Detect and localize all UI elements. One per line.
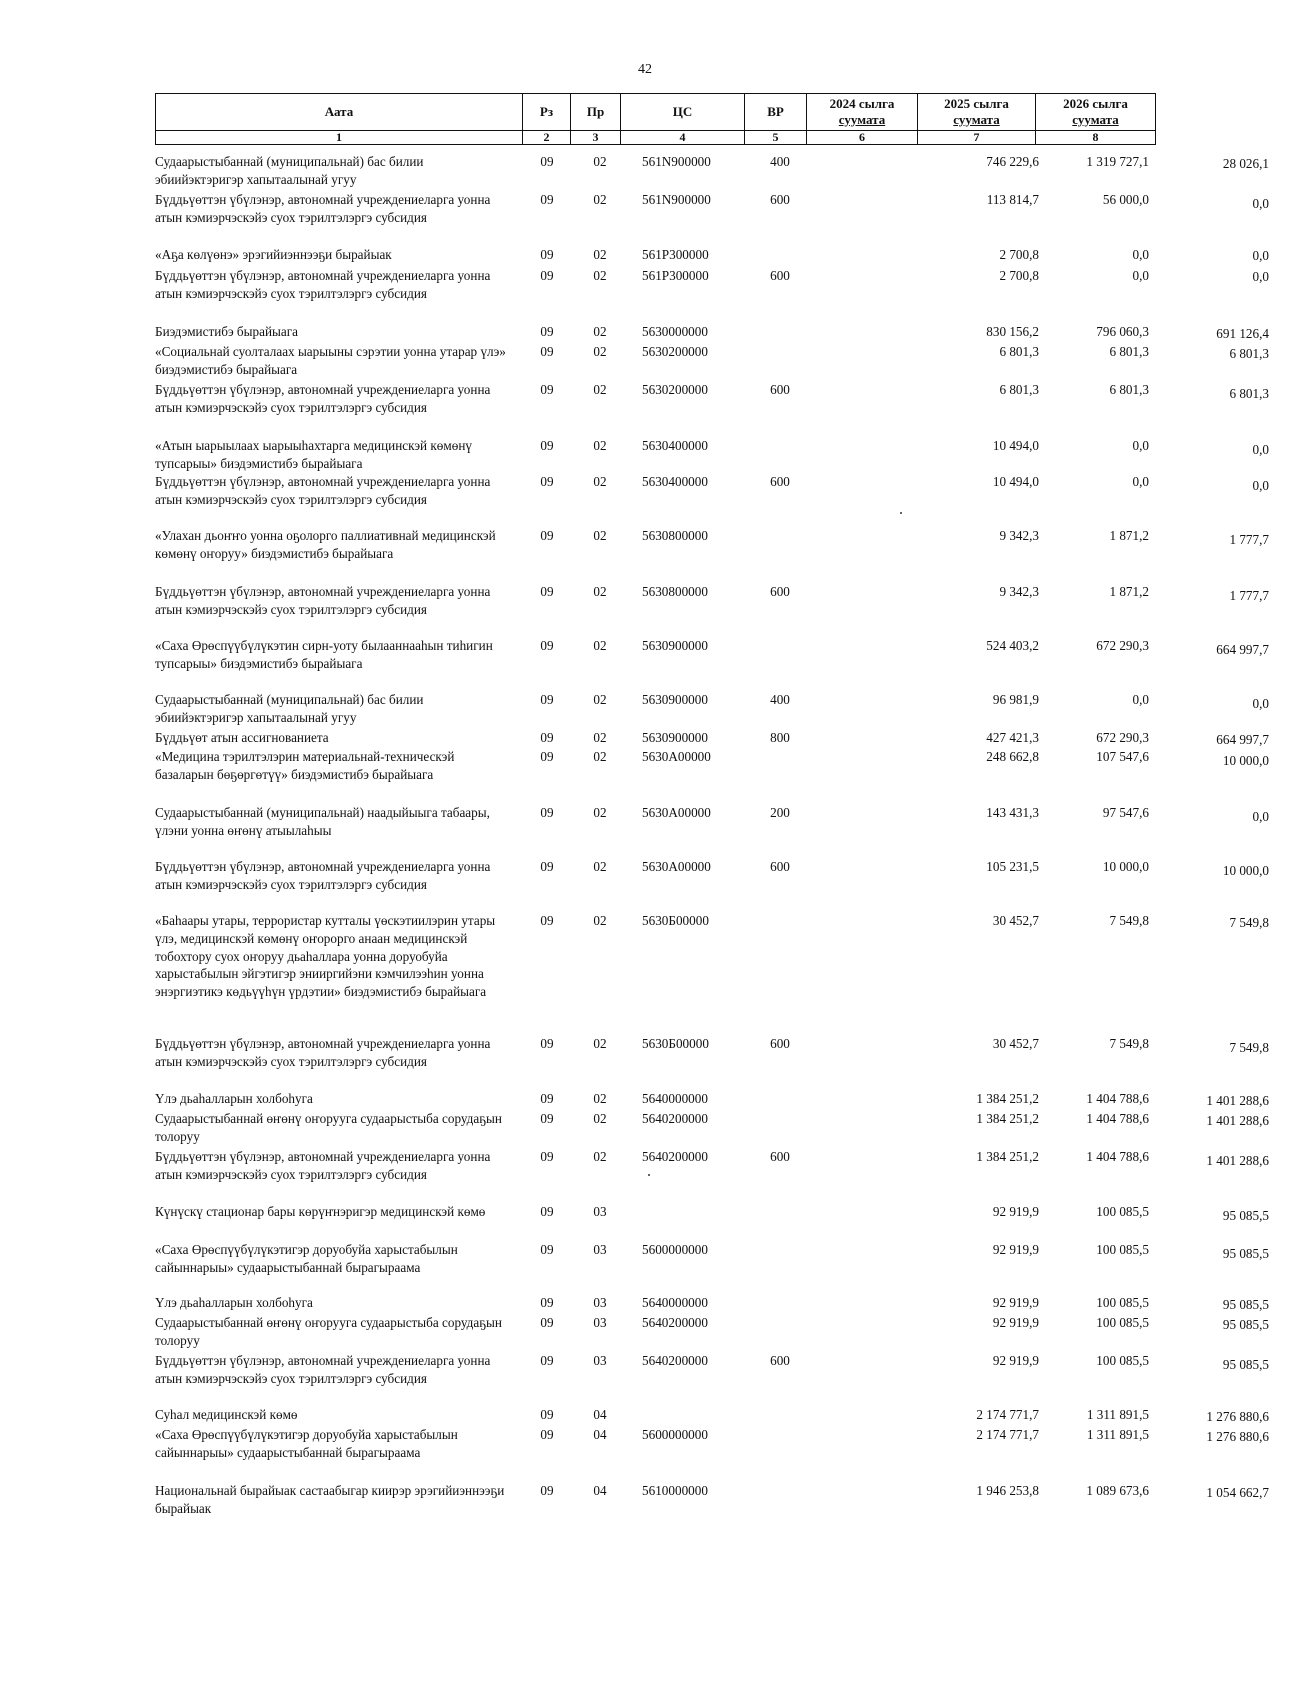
- row-amount-2025: 7 549,8: [1109, 1036, 1149, 1051]
- row-name: Бүддьүөт атын ассигнованиета: [155, 730, 329, 745]
- col-num-3: 3: [571, 131, 621, 145]
- row-amount-2026: 1 054 662,7: [1206, 1485, 1269, 1500]
- row-amount-2025: 1 404 788,6: [1086, 1111, 1149, 1126]
- row-amount-2024: 113 814,7: [986, 192, 1039, 207]
- row-rz: 09: [540, 1407, 554, 1422]
- row-amount-2024: 1 384 251,2: [976, 1111, 1039, 1126]
- row-amount-2024: 92 919,9: [992, 1242, 1039, 1257]
- row-amount-2026: 0,0: [1252, 696, 1269, 711]
- row-cs: 5640000000: [642, 1091, 708, 1106]
- row-cs: 5630А00000: [642, 805, 711, 820]
- row-pr: 02: [593, 344, 607, 359]
- header-2024: [807, 94, 918, 131]
- row-amount-2026: 0,0: [1252, 196, 1269, 211]
- header-2025: [918, 94, 1036, 131]
- header-2024-sum: суумата: [838, 112, 886, 127]
- header-2024-year: 2024 сылга: [829, 96, 895, 111]
- row-cs: 5630200000: [642, 382, 708, 397]
- row-vr: 600: [770, 382, 790, 397]
- row-name: «Медицина тэрилтэлэрин материальнай-техническэй базаларын бөҕөргөтүү» биэдэмистибэ бырайыага: [155, 749, 455, 782]
- row-amount-2026: 10 000,0: [1222, 863, 1269, 878]
- row-amount-2024: 1 384 251,2: [976, 1091, 1039, 1106]
- header-rz: Рз: [523, 94, 571, 131]
- row-name: Судаарыстыбаннай өҥөнү оҥорууга судаарыстыба сорудаҕын толоруу: [155, 1111, 502, 1144]
- row-rz: 09: [540, 474, 554, 489]
- header-name: Аата: [156, 94, 523, 131]
- row-rz: 09: [540, 859, 554, 874]
- row-amount-2026: 0,0: [1252, 269, 1269, 284]
- col-num-4: 4: [621, 131, 745, 145]
- row-amount-2026: 95 085,5: [1222, 1208, 1269, 1223]
- row-amount-2025: 107 547,6: [1096, 749, 1149, 764]
- row-rz: 09: [540, 1036, 554, 1051]
- row-amount-2026: 0,0: [1252, 809, 1269, 824]
- row-amount-2025: 1 404 788,6: [1086, 1091, 1149, 1106]
- row-amount-2026: 6 801,3: [1229, 346, 1269, 361]
- row-cs: 5630000000: [642, 324, 708, 339]
- header-vr: ВР: [745, 94, 807, 131]
- row-pr: 03: [593, 1295, 607, 1310]
- row-amount-2026: 95 085,5: [1222, 1246, 1269, 1261]
- row-cs: 5630Б00000: [642, 913, 709, 928]
- row-amount-2026: 1 276 880,6: [1206, 1429, 1269, 1444]
- row-amount-2024: 92 919,9: [992, 1353, 1039, 1368]
- row-cs: 5630900000: [642, 638, 708, 653]
- row-name: «Социальнай суолталаах ыарыыны сэрэтии уонна утарар үлэ» биэдэмистибэ бырайыага: [155, 344, 506, 377]
- row-rz: 09: [540, 247, 554, 262]
- row-cs: 5630800000: [642, 584, 708, 599]
- row-amount-2025: 100 085,5: [1096, 1353, 1149, 1368]
- row-rz: 09: [540, 1091, 554, 1106]
- row-name: «Улахан дьоҥҥо уонна оҕолорго паллиативнай медицинскэй көмөнү оҥоруу» биэдэмистибэ бырайыага: [155, 528, 496, 561]
- row-amount-2026: 1 401 288,6: [1206, 1113, 1269, 1128]
- col-num-7: 7: [918, 131, 1036, 145]
- header-2025-sum: суумата: [953, 112, 1000, 127]
- row-amount-2025: 1 404 788,6: [1086, 1149, 1149, 1164]
- row-amount-2026: 7 549,8: [1229, 915, 1269, 930]
- row-cs: 5630200000: [642, 344, 708, 359]
- row-amount-2025: 672 290,3: [1096, 638, 1149, 653]
- row-rz: 09: [540, 749, 554, 764]
- row-rz: 09: [540, 1295, 554, 1310]
- row-amount-2024: 9 342,3: [999, 528, 1039, 543]
- row-amount-2025: 100 085,5: [1096, 1242, 1149, 1257]
- row-rz: 09: [540, 528, 554, 543]
- row-pr: 02: [593, 438, 607, 453]
- row-pr: 02: [593, 913, 607, 928]
- row-rz: 09: [540, 913, 554, 928]
- row-cs: 5610000000: [642, 1483, 708, 1498]
- row-name: Бүддьүөттэн үбүлэнэр, автономнай учреждениеларга уонна атын кэмиэрчэскэйэ суох тэрилтэлэргэ субсидия: [155, 1036, 491, 1069]
- row-amount-2024: 248 662,8: [986, 749, 1039, 764]
- row-cs: 5640200000: [642, 1353, 708, 1368]
- row-pr: 02: [593, 382, 607, 397]
- row-name: Судаарыстыбаннай (муниципальнай) бас билии эбиийэктэригэр хапытаалынай угуу: [155, 154, 424, 187]
- row-name: Бүддьүөттэн үбүлэнэр, автономнай учреждениеларга уонна атын кэмиэрчэскэйэ суох тэрилтэлэргэ субсидия: [155, 1149, 491, 1182]
- row-amount-2026: 1 401 288,6: [1206, 1153, 1269, 1168]
- row-amount-2025: 1 871,2: [1109, 528, 1149, 543]
- row-vr: 600: [770, 192, 790, 207]
- row-amount-2024: 92 919,9: [992, 1315, 1039, 1330]
- row-amount-2024: 2 700,8: [999, 268, 1039, 283]
- row-pr: 02: [593, 528, 607, 543]
- row-pr: 02: [593, 474, 607, 489]
- row-amount-2024: 9 342,3: [999, 584, 1039, 599]
- row-amount-2026: 0,0: [1252, 248, 1269, 263]
- row-amount-2024: 96 981,9: [992, 692, 1039, 707]
- row-pr: 02: [593, 749, 607, 764]
- row-amount-2024: 830 156,2: [986, 324, 1039, 339]
- row-amount-2026: 28 026,1: [1222, 156, 1269, 171]
- row-amount-2026: 95 085,5: [1222, 1357, 1269, 1372]
- row-vr: 600: [770, 474, 790, 489]
- row-rz: 09: [540, 324, 554, 339]
- row-cs: 5640200000: [642, 1315, 708, 1330]
- row-cs: 5630400000: [642, 438, 708, 453]
- row-pr: 02: [593, 859, 607, 874]
- row-amount-2024: 2 700,8: [999, 247, 1039, 262]
- row-pr: 03: [593, 1204, 607, 1219]
- row-amount-2025: 672 290,3: [1096, 730, 1149, 745]
- row-rz: 09: [540, 344, 554, 359]
- row-name: Биэдэмистибэ бырайыага: [155, 324, 298, 339]
- row-amount-2025: 0,0: [1132, 474, 1149, 489]
- row-rz: 09: [540, 1315, 554, 1330]
- row-pr: 02: [593, 1036, 607, 1051]
- row-amount-2025: 1 089 673,6: [1086, 1483, 1149, 1498]
- row-pr: 02: [593, 1091, 607, 1106]
- row-amount-2025: 10 000,0: [1102, 859, 1149, 874]
- row-amount-2025: 100 085,5: [1096, 1295, 1149, 1310]
- row-cs: 5630900000: [642, 730, 708, 745]
- row-vr: 600: [770, 1353, 790, 1368]
- header-2026-year: 2026 сылга: [1063, 96, 1128, 111]
- row-cs: 561N900000: [642, 154, 711, 169]
- row-amount-2026: 691 126,4: [1216, 326, 1269, 341]
- row-amount-2026: 1 401 288,6: [1206, 1093, 1269, 1108]
- row-cs: 561Р300000: [642, 268, 709, 283]
- row-amount-2026: 95 085,5: [1222, 1317, 1269, 1332]
- scan-speck: [648, 1174, 650, 1176]
- row-name: Бүддьүөттэн үбүлэнэр, автономнай учреждениеларга уонна атын кэмиэрчэскэйэ суох тэрилтэлэргэ субсидия: [155, 859, 491, 892]
- row-rz: 09: [540, 1427, 554, 1442]
- row-name: «Баһаары утары, террористар кутталы үөскэтиилэрин утары үлэ, медицинскэй көмөнү оҥорорго анаан медицинскэй тобохтору суох оҥоруу дьаһаллара уонна доруобуйа харыстабылын эйгэтигэр энииргийэни кэмчилээһин уонна энэргиэтикэ көдьүүһүн үрдэтии» биэдэмистибэ бырайыага: [155, 913, 496, 1000]
- row-amount-2026: 664 997,7: [1216, 732, 1269, 747]
- row-amount-2024: 1 946 253,8: [976, 1483, 1039, 1498]
- row-pr: 02: [593, 638, 607, 653]
- row-cs: 5600000000: [642, 1427, 708, 1442]
- row-name: Үлэ дьаһалларын холбоһуга: [155, 1091, 313, 1106]
- row-amount-2026: 1 777,7: [1229, 588, 1269, 603]
- row-rz: 09: [540, 1483, 554, 1498]
- row-cs: 561N900000: [642, 192, 711, 207]
- row-amount-2024: 30 452,7: [992, 1036, 1039, 1051]
- row-cs: 5640000000: [642, 1295, 708, 1310]
- row-name: «Саха Өрөспүүбүлүкэтигэр доруобуйа харыстабылын сайыннарыы» судаарыстыбаннай бырагыраама: [155, 1242, 458, 1275]
- row-amount-2025: 1 311 891,5: [1086, 1407, 1149, 1422]
- row-pr: 02: [593, 268, 607, 283]
- row-rz: 09: [540, 382, 554, 397]
- row-vr: 600: [770, 859, 790, 874]
- row-pr: 02: [593, 1111, 607, 1126]
- row-amount-2026: 7 549,8: [1229, 1040, 1269, 1055]
- row-vr: 400: [770, 692, 790, 707]
- row-amount-2024: 92 919,9: [992, 1204, 1039, 1219]
- row-pr: 03: [593, 1242, 607, 1257]
- row-name: «Саха Өрөспүүбүлүкэтигэр доруобуйа харыстабылын сайыннарыы» судаарыстыбаннай бырагыраама: [155, 1427, 458, 1460]
- col-num-6: 6: [807, 131, 918, 145]
- row-name: Бүддьүөттэн үбүлэнэр, автономнай учреждениеларга уонна атын кэмиэрчэскэйэ суох тэрилтэлэргэ субсидия: [155, 584, 491, 617]
- header-pr: Пр: [571, 94, 621, 131]
- header-cs: ЦС: [621, 94, 745, 131]
- row-amount-2025: 0,0: [1132, 247, 1149, 262]
- row-amount-2024: 746 229,6: [986, 154, 1039, 169]
- row-cs: 5640200000: [642, 1111, 708, 1126]
- row-amount-2024: 105 231,5: [986, 859, 1039, 874]
- row-cs: 5630400000: [642, 474, 708, 489]
- row-pr: 03: [593, 1315, 607, 1330]
- row-cs: 5630900000: [642, 692, 708, 707]
- row-pr: 04: [593, 1407, 607, 1422]
- row-rz: 09: [540, 192, 554, 207]
- row-pr: 02: [593, 584, 607, 599]
- row-rz: 09: [540, 1242, 554, 1257]
- row-amount-2026: 95 085,5: [1222, 1297, 1269, 1312]
- row-amount-2025: 6 801,3: [1109, 344, 1149, 359]
- row-name: Бүддьүөттэн үбүлэнэр, автономнай учреждениеларга уонна атын кэмиэрчэскэйэ суох тэрилтэлэргэ субсидия: [155, 1353, 491, 1386]
- row-cs: 561Р300000: [642, 247, 709, 262]
- row-vr: 200: [770, 805, 790, 820]
- row-amount-2026: 0,0: [1252, 442, 1269, 457]
- row-amount-2025: 796 060,3: [1096, 324, 1149, 339]
- row-cs: 5630Б00000: [642, 1036, 709, 1051]
- row-name: Бүддьүөттэн үбүлэнэр, автономнай учреждениеларга уонна атын кэмиэрчэскэйэ суох тэрилтэлэргэ субсидия: [155, 382, 491, 415]
- row-vr: 800: [770, 730, 790, 745]
- row-pr: 02: [593, 1149, 607, 1164]
- row-amount-2026: 10 000,0: [1222, 753, 1269, 768]
- row-pr: 04: [593, 1427, 607, 1442]
- col-num-2: 2: [523, 131, 571, 145]
- row-amount-2024: 30 452,7: [992, 913, 1039, 928]
- row-pr: 04: [593, 1483, 607, 1498]
- row-rz: 09: [540, 692, 554, 707]
- row-amount-2025: 0,0: [1132, 268, 1149, 283]
- row-amount-2025: 97 547,6: [1102, 805, 1149, 820]
- row-amount-2024: 427 421,3: [986, 730, 1039, 745]
- row-amount-2025: 1 871,2: [1109, 584, 1149, 599]
- row-pr: 02: [593, 192, 607, 207]
- row-name: Бүддьүөттэн үбүлэнэр, автономнай учреждениеларга уонна атын кэмиэрчэскэйэ суох тэрилтэлэргэ субсидия: [155, 268, 491, 301]
- row-pr: 02: [593, 805, 607, 820]
- row-cs: 5600000000: [642, 1242, 708, 1257]
- row-amount-2026: 1 777,7: [1229, 532, 1269, 547]
- row-name: Бүддьүөттэн үбүлэнэр, автономнай учреждениеларга уонна атын кэмиэрчэскэйэ суох тэрилтэлэргэ субсидия: [155, 474, 491, 507]
- row-amount-2024: 143 431,3: [986, 805, 1039, 820]
- row-rz: 09: [540, 1353, 554, 1368]
- row-cs: 5630А00000: [642, 749, 711, 764]
- header-2026-sum: суумата: [1072, 112, 1119, 127]
- row-amount-2024: 10 494,0: [992, 474, 1039, 489]
- row-amount-2025: 56 000,0: [1102, 192, 1149, 207]
- row-pr: 02: [593, 324, 607, 339]
- row-vr: 400: [770, 154, 790, 169]
- table-header: [155, 93, 1156, 145]
- row-amount-2025: 100 085,5: [1096, 1204, 1149, 1219]
- row-amount-2025: 1 319 727,1: [1086, 154, 1149, 169]
- row-amount-2026: 6 801,3: [1229, 386, 1269, 401]
- row-name: «Атын ыарыылаах ыарыыһахтарга медицинскэй көмөнү тупсарыы» биэдэмистибэ бырайыага: [155, 438, 472, 471]
- row-cs: 5630А00000: [642, 859, 711, 874]
- col-num-1: 1: [156, 131, 523, 145]
- row-cs: 5640200000: [642, 1149, 708, 1164]
- row-name: «Саха Өрөспүүбүлүкэтин сирн-уоту былааннааһын тиһигин тупсарыы» биэдэмистибэ бырайыага: [155, 638, 493, 671]
- row-name: Үлэ дьаһалларын холбоһуга: [155, 1295, 313, 1310]
- row-rz: 09: [540, 1149, 554, 1164]
- row-amount-2024: 6 801,3: [999, 382, 1039, 397]
- row-name: Судаарыстыбаннай (муниципальнай) бас билии эбиийэктэригэр хапытаалынай угуу: [155, 692, 424, 725]
- row-name: Судаарыстыбаннай (муниципальнай) наадыйыыга табаары, үлэни уонна өҥөнү атыылаһыы: [155, 805, 490, 838]
- row-name: Национальнай бырайыак састаабыгар киирэр эрэгийиэннээҕи бырайыак: [155, 1483, 505, 1516]
- row-vr: 600: [770, 1149, 790, 1164]
- row-vr: 600: [770, 584, 790, 599]
- row-rz: 09: [540, 638, 554, 653]
- header-2025-year: 2025 сылга: [944, 96, 1009, 111]
- row-amount-2024: 524 403,2: [986, 638, 1039, 653]
- row-pr: 02: [593, 154, 607, 169]
- row-amount-2024: 1 384 251,2: [976, 1149, 1039, 1164]
- row-amount-2024: 2 174 771,7: [976, 1407, 1039, 1422]
- row-name: Суһал медицинскэй көмө: [155, 1407, 298, 1422]
- row-vr: 600: [770, 1036, 790, 1051]
- row-amount-2024: 2 174 771,7: [976, 1427, 1039, 1442]
- row-amount-2024: 6 801,3: [999, 344, 1039, 359]
- row-pr: 02: [593, 692, 607, 707]
- scan-speck: [900, 512, 902, 514]
- row-rz: 09: [540, 1204, 554, 1219]
- row-name: Күнүскү стационар бары көрүҥнэригэр медицинскэй көмө: [155, 1204, 486, 1219]
- row-amount-2025: 1 311 891,5: [1086, 1427, 1149, 1442]
- row-rz: 09: [540, 154, 554, 169]
- row-amount-2025: 7 549,8: [1109, 913, 1149, 928]
- row-name: Судаарыстыбаннай өҥөнү оҥорууга судаарыстыба сорудаҕын толоруу: [155, 1315, 502, 1348]
- header-2026: [1036, 94, 1156, 131]
- row-rz: 09: [540, 268, 554, 283]
- row-rz: 09: [540, 730, 554, 745]
- row-pr: 03: [593, 1353, 607, 1368]
- row-pr: 02: [593, 730, 607, 745]
- row-rz: 09: [540, 438, 554, 453]
- row-cs: 5630800000: [642, 528, 708, 543]
- row-amount-2025: 6 801,3: [1109, 382, 1149, 397]
- row-rz: 09: [540, 584, 554, 599]
- row-vr: 600: [770, 268, 790, 283]
- row-rz: 09: [540, 1111, 554, 1126]
- col-num-8: 8: [1036, 131, 1156, 145]
- row-amount-2025: 100 085,5: [1096, 1315, 1149, 1330]
- row-amount-2024: 10 494,0: [992, 438, 1039, 453]
- row-amount-2026: 1 276 880,6: [1206, 1409, 1269, 1424]
- row-amount-2026: 664 997,7: [1216, 642, 1269, 657]
- row-pr: 02: [593, 247, 607, 262]
- page-number: 42: [638, 62, 652, 77]
- row-amount-2026: 0,0: [1252, 478, 1269, 493]
- col-num-5: 5: [745, 131, 807, 145]
- row-amount-2025: 0,0: [1132, 438, 1149, 453]
- row-name: «Аҕа көлүөнэ» эрэгийиэннээҕи бырайыак: [155, 247, 392, 262]
- row-name: Бүддьүөттэн үбүлэнэр, автономнай учреждениеларга уонна атын кэмиэрчэскэйэ суох тэрилтэлэргэ субсидия: [155, 192, 491, 225]
- row-rz: 09: [540, 805, 554, 820]
- row-amount-2025: 0,0: [1132, 692, 1149, 707]
- row-amount-2024: 92 919,9: [992, 1295, 1039, 1310]
